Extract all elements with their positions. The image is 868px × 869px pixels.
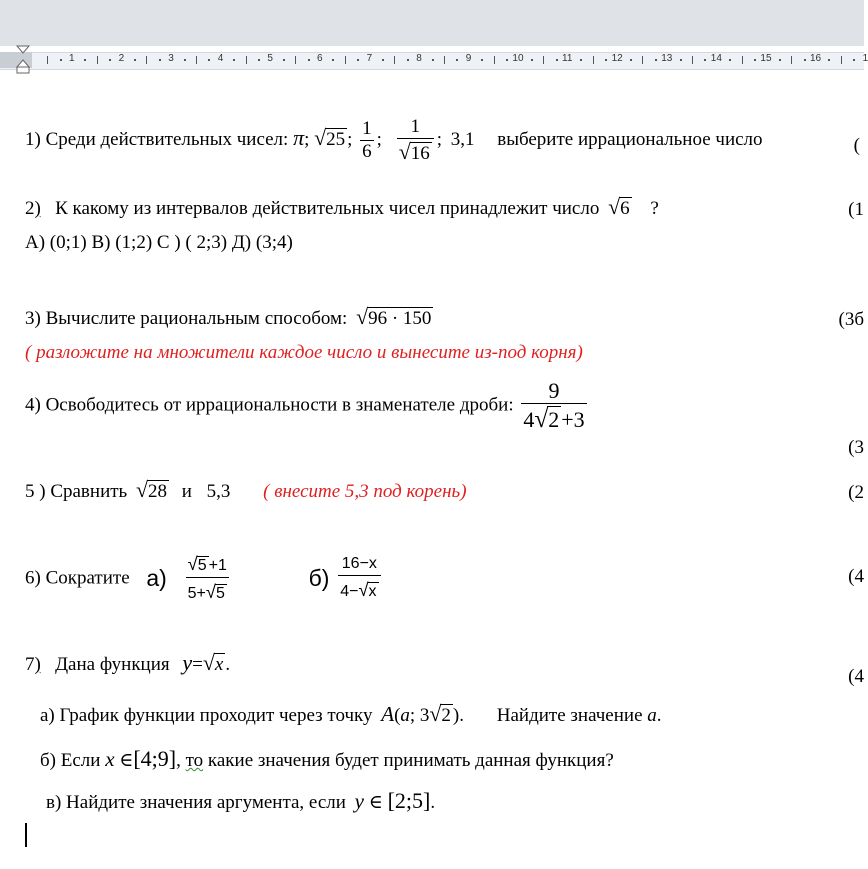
- ruler-dot: [258, 59, 260, 61]
- ruler-tick: [444, 56, 445, 64]
- ruler-number: 2: [118, 53, 125, 64]
- ruler-dot: [407, 59, 409, 61]
- task-2-options: А) (0;1) В) (1;2) С ) ( 2;3) Д) (3;4): [25, 232, 293, 253]
- fraction-6a: $\frac{√5 +1}{5+√5}$: [187, 553, 227, 603]
- task-7b: б) Если x ∈[4;9], то какие значения будет принимать данная функция?: [40, 746, 614, 771]
- ruler-dot: [828, 59, 830, 61]
- ruler-dot: [84, 59, 86, 61]
- ruler-number: 6: [317, 53, 323, 64]
- task-3-hint: ( разложите на множители каждое число и вынесите из-под корня): [25, 342, 583, 363]
- ruler-number: 1: [69, 53, 75, 64]
- ruler-dot: [332, 59, 334, 61]
- ruler-dot: [704, 59, 706, 61]
- ruler-dot: [853, 59, 855, 61]
- ruler-dot: [208, 59, 210, 61]
- ruler-dot: [184, 59, 186, 61]
- task-3: 3) Вычислите рациональным способом: √96 · 150: [25, 305, 432, 329]
- ruler-number: 5: [267, 53, 273, 64]
- ruler-dot: [655, 59, 657, 61]
- ruler-dot: [556, 59, 558, 61]
- fraction-6b: $\frac{16-x}{4-√x}$: [338, 555, 380, 602]
- ruler-dot: [729, 59, 731, 61]
- ruler-tick: [97, 56, 98, 64]
- ruler-number: 1: [862, 53, 868, 64]
- ruler-dot: [779, 59, 781, 61]
- ruler-number: 15: [760, 53, 772, 64]
- task-5: 5 ) Сравнить √28 и 5,3 ( внесите 5,3 под корень): [25, 478, 467, 502]
- ruler-dot: [531, 59, 533, 61]
- document-page[interactable]: 1) Среди действительных чисел: π; √25 ; $\frac{1}{6}$ ; $\frac{1}{√16}$ ; 3,1 выберите иррациональное число ( 2) К какому из интервалов действительных чисел принадлежит число √6 ? (1 А) (0;1) В) (1;2) С ) ( 2;3) Д) (3;4) 3) Вычислите рациональным способом: √96 · 150 (3б ( разложите на множители каждое число и вынесите из-под корня) 4) Освободитесь от иррациональности в знаменателе дроби: $\frac{9}{4√2+3}$ (3 5 ) Сравнить √28 и 5,3 ( внесите 5,3 под корень) (2 6) Сократите а) $\frac{√5 +1}{5+√5}$ б) $\frac{16-x}{4-√x}$ (4 7) Дана функция y=√x . (4 а) График функции проходит через точку A(a; 3√2 ). Найдите значение a. б) Если x ∈[4;9], то какие значения будет принимать данная функция? в) Найдите значения аргумента, если y ∈ [2;5].: [25, 116, 864, 813]
- indent-marker-icon[interactable]: [16, 46, 30, 74]
- ruler-tick: [841, 56, 842, 64]
- ruler-tick: [593, 56, 594, 64]
- ruler-number: 7: [366, 53, 373, 64]
- ruler-dot: [357, 59, 359, 61]
- ruler-number: 11: [562, 53, 573, 64]
- fraction-1-6: $\frac{1}{6}$: [362, 118, 372, 162]
- ruler-tick: [295, 56, 296, 64]
- ruler-tick: [146, 56, 147, 64]
- ruler-number: 9: [465, 53, 472, 64]
- task-1: 1) Среди действительных чисел: π; √25 ; $\frac{1}{6}$ ; $\frac{1}{√16}$ ; 3,1 выберите иррациональное число: [25, 116, 763, 164]
- ruler-number: 4: [217, 53, 224, 64]
- ruler-dot: [630, 59, 632, 61]
- ruler-dot: [159, 59, 161, 61]
- ruler-dot: [134, 59, 136, 61]
- ruler-dot: [754, 59, 756, 61]
- ruler-tick: [494, 56, 495, 64]
- ruler-tick: [791, 56, 792, 64]
- task-2: 2) К какому из интервалов действительных чисел принадлежит число √6 ?: [25, 195, 659, 219]
- text-cursor: [25, 823, 27, 847]
- ruler-dot: [506, 59, 508, 61]
- task-7a: а) График функции проходит через точку A(a; 3√2 ). Найдите значение a.: [40, 702, 662, 726]
- ruler-dot: [283, 59, 285, 61]
- task-7: 7) Дана функция y=√x .: [25, 650, 231, 675]
- fraction-9: $\frac{9}{4√2+3}$: [523, 378, 585, 434]
- ruler-dot: [680, 59, 682, 61]
- ruler-number: 16: [810, 53, 822, 64]
- ruler-dot: [308, 59, 310, 61]
- task-7c: в) Найдите значения аргумента, если y ∈ [2;5].: [46, 788, 436, 813]
- ruler-dot: [233, 59, 235, 61]
- ruler-number: 8: [416, 53, 422, 64]
- ruler-tick: [47, 56, 48, 64]
- ruler-tick: [742, 56, 743, 64]
- ruler-tick: [345, 56, 346, 64]
- ruler-number: 3: [168, 53, 174, 64]
- ruler-dot: [60, 59, 62, 61]
- ruler-dot: [580, 59, 582, 61]
- task-6: 6) Сократите а) $\frac{√5 +1}{5+√5}$ б) $\frac{16-x}{4-√x}$: [25, 553, 384, 604]
- ruler-dot: [605, 59, 607, 61]
- ruler-dot: [481, 59, 483, 61]
- ruler-number: 10: [512, 53, 524, 64]
- ruler-number: 13: [661, 53, 673, 64]
- ruler-tick: [543, 56, 544, 64]
- ruler-dot: [432, 59, 434, 61]
- ruler-dot: [109, 59, 111, 61]
- ruler-tick: [692, 56, 693, 64]
- ruler-tick: [246, 56, 247, 64]
- ruler-tick: [642, 56, 643, 64]
- ruler-number: 12: [611, 53, 623, 64]
- ruler-dot: [382, 59, 384, 61]
- ruler-tick: [394, 56, 395, 64]
- horizontal-ruler[interactable]: [0, 46, 868, 76]
- ruler-number: 14: [710, 53, 722, 64]
- fraction-1-sqrt16: $\frac{1}{√16}$: [397, 116, 434, 166]
- ruler-dot: [804, 59, 806, 61]
- task-4: 4) Освободитесь от иррациональности в знаменателе дроби: $\frac{9}{4√2+3}$: [25, 378, 585, 434]
- ruler-tick: [196, 56, 197, 64]
- ruler-dot: [456, 59, 458, 61]
- toolbar-area: [0, 0, 864, 47]
